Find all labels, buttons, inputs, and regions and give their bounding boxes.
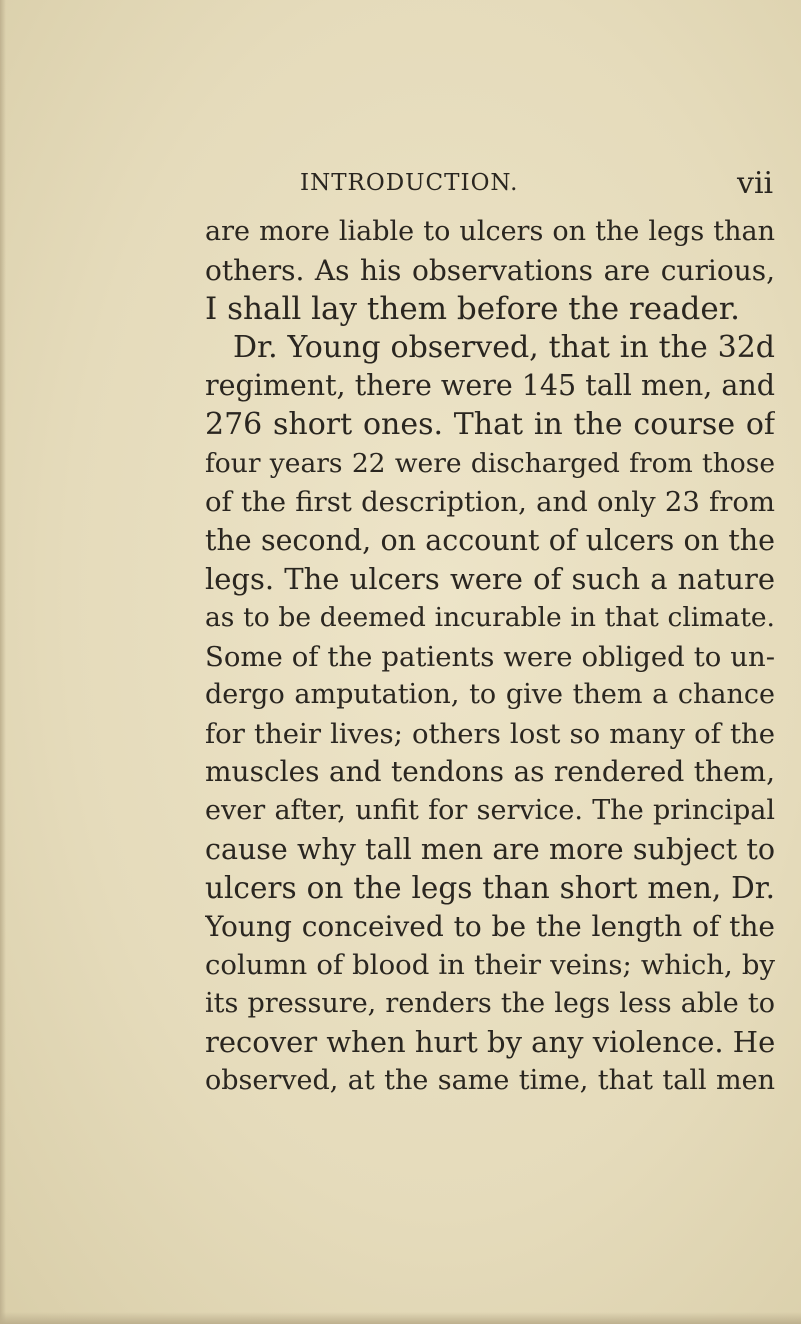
text-line: four years 22 were discharged from those xyxy=(205,447,775,479)
text-line: of the first description, and only 23 from xyxy=(205,486,775,519)
running-head: INTRODUCTION. xyxy=(300,170,519,196)
text-line: Young conceived to be the length of the xyxy=(205,909,775,943)
text-line: Some of the patients were obliged to un- xyxy=(205,640,775,673)
text-line: legs. The ulcers were of such a nature xyxy=(205,562,775,597)
text-line: cause why tall men are more subject to xyxy=(205,832,775,866)
text-line: dergo amputation, to give them a chance xyxy=(205,679,775,711)
text-line: muscles and tendons as rendered them, xyxy=(205,755,775,789)
text-line: as to be deemed incurable in that climate. xyxy=(205,601,775,633)
text-line: Dr. Young observed, that in the 32d xyxy=(233,329,775,365)
text-line: regiment, there were 145 tall men, and xyxy=(205,369,775,403)
text-line: column of blood in their veins; which, by xyxy=(205,949,775,982)
text-line: are more liable to ulcers on the legs than xyxy=(205,216,775,247)
text-line: ever after, unfit for service. The principal xyxy=(205,794,775,826)
page-number: vii xyxy=(737,166,774,201)
text-line: 276 short ones. That in the course of xyxy=(205,406,775,442)
text-line: observed, at the same time, that tall men xyxy=(205,1065,775,1097)
text-line: ulcers on the legs than short men, Dr. xyxy=(205,871,775,906)
text-line: for their lives; others lost so many of the xyxy=(205,717,775,750)
text-line: its pressure, renders the legs less able to xyxy=(205,987,775,1019)
text-line: the second, on account of ulcers on the xyxy=(205,523,775,557)
body-text xyxy=(205,213,775,1101)
page-bottom-shadow xyxy=(0,1312,801,1324)
text-line: others. As his observations are curious, xyxy=(205,253,775,287)
text-line: recover when hurt by any violence. He xyxy=(205,1025,775,1060)
text-line: I shall lay them before the reader. xyxy=(205,291,740,328)
page-header xyxy=(0,166,801,206)
